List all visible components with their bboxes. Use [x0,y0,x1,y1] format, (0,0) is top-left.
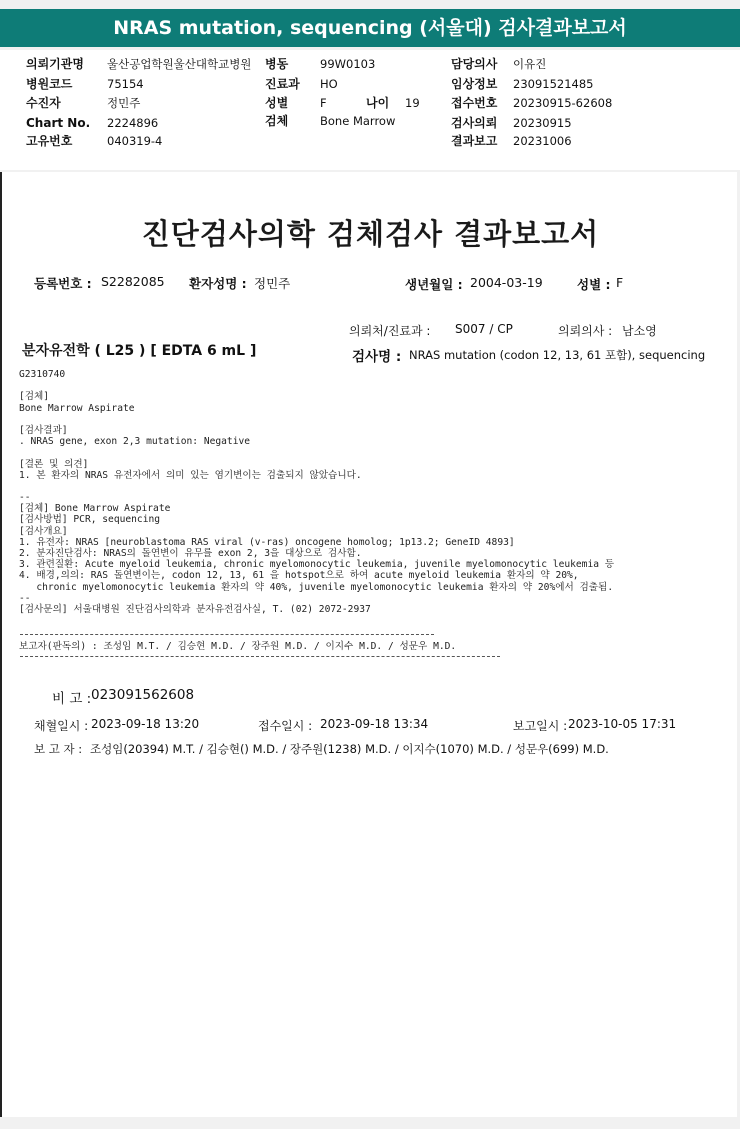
department-label: 진료과 [265,77,300,91]
report-sex: F [616,275,624,290]
reporter-line: 보고자(판독의) : 조성임 M.T. / 김승현 M.D. / 장주원 M.D. / 이지수 M.D. / 성문우 M.D. [19,641,457,652]
report-line: [검사방법] PCR, sequencing [19,514,161,526]
divider-top [20,634,434,635]
report-line [19,380,614,391]
report-line: 1. 유전자: NRAS [neuroblastoma RAS viral (v-ras) oncogene homolog; 1p13.2; GeneID 4893] [19,536,515,548]
report-line: [검사문의] 서울대병원 진단검사의학과 분자유전검사실, T. (02) 2072-2937 [19,603,371,615]
birth-date-label: 생년월일 : [405,277,463,292]
age: 19 [405,96,420,110]
reporters: 조성임(20394) M.T. / 김승현() M.D. / 장주원(1238) M.D. / 이지수(1070) M.D. / 성문우(699) M.D. [90,742,609,756]
examinee: 정민주 [107,96,141,110]
report-line: chronic myelomonocytic leukemia 환자의 약 40%, juvenile myelomonocytic leukemia 환자의 약 20%에서 검출됨. [19,581,614,593]
reported-time: 2023-10-05 17:31 [568,717,677,731]
clinical-info: 23091521485 [513,77,594,91]
report-line: [검사개요] [19,525,68,537]
received-time: 2023-09-18 13:34 [320,717,429,731]
received-label: 접수일시 : [258,719,313,733]
age-label: 나이 [366,96,390,110]
requesting-institution-label: 의뢰기관명 [26,57,84,71]
receipt-no: 20230915-62608 [513,96,613,110]
result-date-label: 결과보고 [451,134,498,148]
section-title: 분자유전학 ( L25 ) [ EDTA 6 mL ] [22,343,257,359]
patient-name-label: 환자성명 : [189,276,247,291]
examinee-label: 수진자 [26,96,61,110]
hospital-code-label: 병원코드 [26,77,73,91]
report-line [19,447,614,458]
requesting-doctor-label: 의뢰의사 : [558,324,613,338]
report-line: Bone Marrow Aspirate [19,402,135,414]
chart-no: 2224896 [107,116,159,130]
report-line: 1. 본 환자의 NRAS 유전자에서 의미 있는 염기변이는 검출되지 않았습니다. [19,469,362,481]
requesting-institution: 울산공업학원울산대학교병원 [107,57,252,71]
report-line: 3. 관련질환: Acute myeloid leukemia, chronic myelomonocytic leukemia, juvenile myelomonocytic leukemia 등 [19,559,615,571]
note: 023091562608 [91,687,195,703]
report-line: -- [19,492,31,504]
report-line: 4. 배경,의의: RAS 돌연변이는, codon 12, 13, 61 을 hotspot으로 하여 acute myeloid leukemia 환자의 약 20%, [19,570,579,582]
ward-label: 병동 [265,57,289,71]
receipt-no-label: 접수번호 [451,96,498,110]
request-date: 20230915 [513,116,572,130]
reporter-label: 보 고 자 : [34,742,83,756]
specimen-label: 검체 [265,114,289,128]
requester: S007 / CP [455,322,513,336]
request-date-label: 검사의뢰 [451,116,498,130]
report-line [19,414,614,425]
report-line: G2310740 [19,369,66,380]
test-name: NRAS mutation (codon 12, 13, 61 포함), sequencing [409,348,706,362]
report-title-bar: NRAS mutation, sequencing (서울대) 검사결과보고서 [0,9,740,47]
report-line: -- [19,592,31,604]
report-body [19,369,614,615]
specimen: Bone Marrow [320,114,396,128]
scanned-report-page [0,172,737,1117]
report-line: [검체] Bone Marrow Aspirate [19,503,171,515]
report-line: [결론 및 의견] [19,458,89,470]
report-line: 2. 분자진단검사: NRAS의 돌연변이 유무를 exon 2, 3을 대상으로 검사함. [19,548,362,559]
unique-no-label: 고유번호 [26,134,73,148]
report-line: . NRAS gene, exon 2,3 mutation: Negative [19,436,251,448]
result-date: 20231006 [513,134,572,148]
test-name-label: 검사명 : [352,349,402,365]
registration-label: 등록번호 : [34,276,92,291]
registration-no: S2282085 [101,274,165,289]
collected-label: 채혈일시 : [34,719,89,733]
collected-time: 2023-09-18 13:20 [91,717,200,731]
birth-date: 2004-03-19 [470,275,543,290]
hospital-code: 75154 [107,77,144,91]
patient-name: 정민주 [254,276,291,291]
ward: 99W0103 [320,57,376,71]
sex-label: 성별 [265,96,289,110]
clinical-info-label: 임상정보 [451,77,498,91]
note-label: 비 고 : [52,691,92,707]
report-line: [검사결과] [19,424,68,436]
report-line [19,481,614,492]
divider-bottom [20,656,500,657]
report-sex-label: 성별 : [577,277,611,292]
requesting-doctor: 남소영 [622,324,657,338]
chart-no-label: Chart No. [26,116,91,130]
document-title: 진단검사의학 검체검사 결과보고서 [141,217,600,251]
report-line: [검체] [19,391,50,403]
patient-info-panel [0,50,740,170]
reported-label: 보고일시 : [513,719,568,733]
requester-label: 의뢰처/진료과 : [349,324,431,338]
unique-no: 040319-4 [107,134,163,148]
doctor: 이유진 [513,57,547,71]
sex: F [320,96,327,110]
department: HO [320,77,338,91]
doctor-label: 담당의사 [451,57,498,71]
